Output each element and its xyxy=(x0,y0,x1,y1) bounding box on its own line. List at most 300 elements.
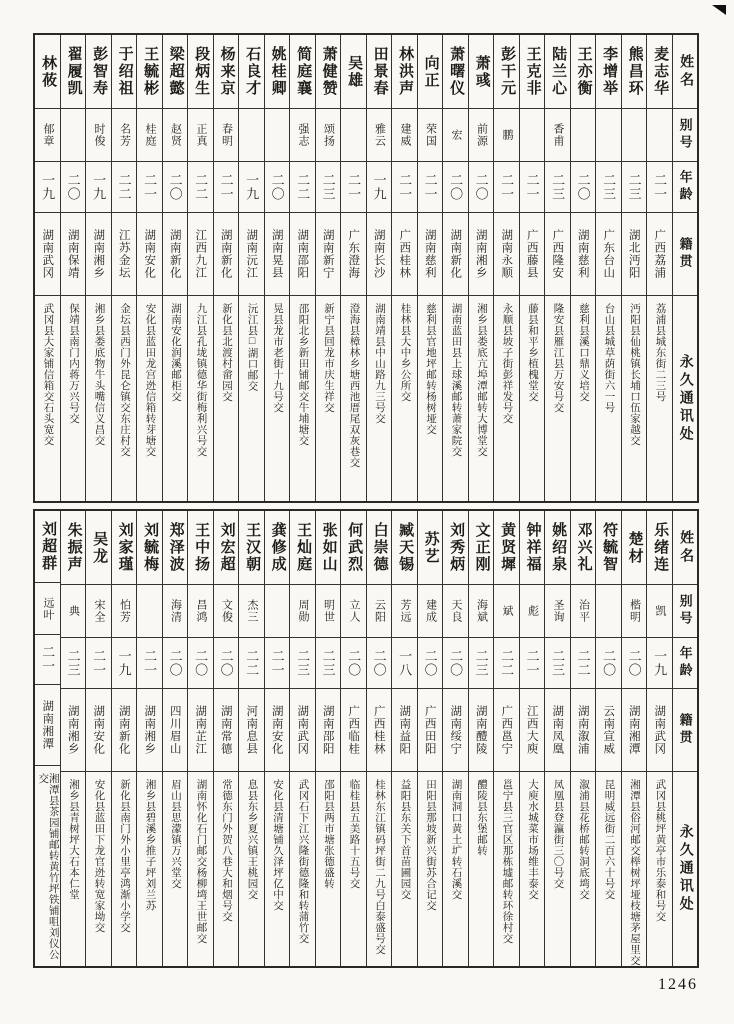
person-column xyxy=(315,35,341,501)
person-address: 慈利县溪口鼎义培交 xyxy=(578,303,589,402)
person-age: 一九 xyxy=(86,162,111,213)
person-address: 隆安县雁江县万安号交 xyxy=(552,303,564,413)
person-column xyxy=(391,511,417,966)
person-alias xyxy=(520,109,545,162)
person-column xyxy=(213,511,239,966)
person-address: 武冈县大家铺信箱交石头宽交 xyxy=(42,303,54,446)
person-column xyxy=(35,511,60,966)
person-address: 九江县孔垅镇德华街梅利兴号交 xyxy=(195,303,207,457)
person-age: 一八 xyxy=(392,638,417,689)
person-address: 荔浦县城东街二三号 xyxy=(654,303,666,402)
person-column xyxy=(85,35,111,501)
person-address: 湘乡县娄底亢埠潭邮转大博堂交 xyxy=(476,303,487,457)
person-alias: 宏 xyxy=(443,109,468,162)
person-alias: 文俊 xyxy=(214,585,239,638)
person-column xyxy=(162,35,188,501)
person-alias: 海清 xyxy=(163,585,188,638)
person-name: 于绍祖 xyxy=(112,35,137,109)
person-column xyxy=(621,511,647,966)
person-origin: 湖南新化 xyxy=(443,213,468,296)
person-age: 二一 xyxy=(341,162,366,213)
person-name: 段炳生 xyxy=(188,35,213,109)
person-alias: 雅云 xyxy=(367,109,392,162)
person-column xyxy=(213,35,239,501)
person-column xyxy=(111,35,137,501)
person-origin: 湖南凤凰 xyxy=(545,689,570,772)
person-name: 萧健赞 xyxy=(316,35,341,109)
person-origin: 湖南湘潭 xyxy=(35,685,60,766)
person-origin: 广东澄海 xyxy=(341,213,366,296)
person-address: 武冈石下江兴隆街德隆和转蒲竹交 xyxy=(297,779,309,944)
person-origin: 云南宣威 xyxy=(596,689,621,772)
person-age: 二〇 xyxy=(622,638,647,689)
header-address: 永久通讯处 xyxy=(677,353,693,444)
person-name: 钟祥福 xyxy=(520,511,545,585)
person-name: 姚绍泉 xyxy=(545,511,570,585)
header-age: 年龄 xyxy=(673,162,698,213)
person-name: 刘宏超 xyxy=(214,511,239,585)
person-address: 沅江县□湖口邮交 xyxy=(246,303,258,392)
person-name: 乐绪连 xyxy=(647,511,672,585)
person-alias: 建成 xyxy=(418,585,443,638)
person-address: 湖南怀化石门邮交杨柳塆王世邮交 xyxy=(195,779,207,944)
person-name: 彭智寿 xyxy=(86,35,111,109)
person-age: 二〇 xyxy=(188,638,213,689)
person-alias: 圣询 xyxy=(545,585,570,638)
person-address: 湘乡县娄底物牛头嘴信义昌交 xyxy=(93,303,105,446)
person-address: 桂林县大中乡公所交 xyxy=(399,303,411,402)
person-address: 新化县南门外小里亭鸿渐小学交 xyxy=(119,779,130,933)
person-name: 黄贤墀 xyxy=(494,511,519,585)
person-alias xyxy=(622,109,647,162)
person-age: 二一 xyxy=(137,638,162,689)
person-column xyxy=(340,35,366,501)
person-age: 二〇 xyxy=(418,638,443,689)
person-alias: 典 xyxy=(61,585,86,638)
person-age: 二三 xyxy=(596,162,621,213)
person-alias xyxy=(596,585,621,638)
person-address: 息县东乡夏兴镇王桃园交 xyxy=(246,779,258,900)
person-name: 熊昌环 xyxy=(622,35,647,109)
person-column xyxy=(417,511,443,966)
person-name: 刘超群 xyxy=(35,511,60,583)
person-address: 沔阳县仙桃镇长埔口伍家越交 xyxy=(629,303,640,446)
person-age: 二〇 xyxy=(443,162,468,213)
person-address: 凤凰县登瀛街三〇号交 xyxy=(552,779,564,889)
person-age: 二三 xyxy=(61,638,86,689)
person-age: 二〇 xyxy=(469,162,494,213)
person-name: 简庭襄 xyxy=(290,35,315,109)
person-origin: 湖南新化 xyxy=(163,213,188,296)
person-name: 吴龙 xyxy=(86,511,111,585)
person-alias: 时俊 xyxy=(86,109,111,162)
header-origin: 籍贯 xyxy=(673,213,698,296)
person-origin: 广西桂林 xyxy=(392,213,417,296)
person-address: 邵阳北乡新田铺邮交牛埔塘交 xyxy=(297,303,309,446)
person-alias: 前源 xyxy=(469,109,494,162)
header-alias: 别号 xyxy=(673,109,698,162)
person-alias: 治平 xyxy=(571,585,596,638)
person-address: 益阳县东关下首苗圃园交 xyxy=(399,779,411,900)
person-name: 符毓智 xyxy=(596,511,621,585)
scan-corner-artifact xyxy=(712,5,726,15)
person-origin: 湖南湘乡 xyxy=(86,213,111,296)
person-age: 二一 xyxy=(520,162,545,213)
person-address: 永顺县坡子街彭祥发号交 xyxy=(501,303,513,424)
person-origin: 湖南慈利 xyxy=(571,213,596,296)
person-age: 二一 xyxy=(494,162,519,213)
person-address: 湘潭县茶园铺邮转黄竹坪铁铺咀刘仪公交 xyxy=(37,772,59,960)
person-name: 文正刚 xyxy=(469,511,494,585)
person-name: 李增举 xyxy=(596,35,621,109)
person-column xyxy=(544,511,570,966)
person-alias: 周勋 xyxy=(290,585,315,638)
person-name: 吴雄 xyxy=(341,35,366,109)
person-alias: 芳远 xyxy=(392,585,417,638)
person-alias: 怕芳 xyxy=(112,585,137,638)
person-origin: 湖南武冈 xyxy=(647,689,672,772)
person-origin: 河南息县 xyxy=(239,689,264,772)
person-name: 臧天锡 xyxy=(392,511,417,585)
person-age: 一九 xyxy=(647,638,672,689)
person-age: 二一 xyxy=(265,638,290,689)
person-origin: 湖南湘潭 xyxy=(622,689,647,772)
person-alias xyxy=(341,109,366,162)
person-age: 二三 xyxy=(622,162,647,213)
person-alias: 正真 xyxy=(188,109,213,162)
person-address: 大庾水城菜市场维丰泰交 xyxy=(527,779,538,900)
person-age: 二一 xyxy=(86,638,111,689)
person-address: 湘潭县俗河邮交榉树坪垭枝塘茅屋里交 xyxy=(629,779,640,966)
person-origin: 广西临桂 xyxy=(341,689,366,772)
person-age: 二〇 xyxy=(443,638,468,689)
person-age: 二二 xyxy=(239,638,264,689)
person-name: 萧彧 xyxy=(469,35,494,109)
person-address: 晃县龙市老街十九号交 xyxy=(272,303,283,413)
person-alias: 宋全 xyxy=(86,585,111,638)
person-address: 湖南洞口黄土圹转石溪交 xyxy=(450,779,462,900)
person-alias xyxy=(647,109,672,162)
person-address: 桂林东江镇码坪街二九号白泰盛号交 xyxy=(374,779,385,955)
person-name: 郑泽波 xyxy=(163,511,188,585)
person-age: 二一 xyxy=(520,638,545,689)
person-address: 安化县蓝田龙宫迯信箱转芽塘交 xyxy=(144,303,156,457)
person-age: 二〇 xyxy=(265,162,290,213)
person-origin: 湖南湘乡 xyxy=(469,213,494,296)
person-origin: 湖南邵阳 xyxy=(316,689,341,772)
person-column xyxy=(340,511,366,966)
header-name: 姓名 xyxy=(673,511,698,585)
person-column xyxy=(468,511,494,966)
person-name: 王亦衡 xyxy=(571,35,596,109)
person-column xyxy=(85,511,111,966)
person-column xyxy=(238,35,264,501)
person-column xyxy=(570,35,596,501)
person-age: 二〇 xyxy=(596,638,621,689)
person-origin: 湖南永顺 xyxy=(494,213,519,296)
person-alias xyxy=(571,109,596,162)
person-origin: 湖南保靖 xyxy=(61,213,86,296)
person-alias: 斌 xyxy=(494,585,519,638)
person-column xyxy=(391,35,417,501)
person-origin: 广西荔浦 xyxy=(647,213,672,296)
person-name: 苏艺 xyxy=(418,511,443,585)
person-age: 二〇 xyxy=(571,162,596,213)
person-alias xyxy=(596,109,621,162)
person-address: 湖南安化润溪邮柜交 xyxy=(170,303,181,402)
header-address: 永久通讯处 xyxy=(677,824,693,914)
header-alias: 别号 xyxy=(673,585,698,638)
person-column xyxy=(187,35,213,501)
person-column xyxy=(264,35,290,501)
person-column xyxy=(417,35,443,501)
person-name: 王汉朝 xyxy=(239,511,264,585)
person-address: 邕宁县三官区那栋墟邮转环徐村交 xyxy=(501,779,513,944)
person-age: 一九 xyxy=(35,162,60,213)
person-origin: 广西桂林 xyxy=(367,689,392,772)
person-name: 石良才 xyxy=(239,35,264,109)
person-column xyxy=(238,511,264,966)
person-age: 一九 xyxy=(112,638,137,689)
person-name: 王中扬 xyxy=(188,511,213,585)
person-address: 新宁县回龙市庆生祥交 xyxy=(323,303,334,413)
person-address: 眉山县思濛镇万兴堂交 xyxy=(170,779,181,889)
person-origin: 广东台山 xyxy=(596,213,621,296)
person-alias: 立人 xyxy=(341,585,366,638)
person-age: 二一 xyxy=(214,162,239,213)
person-name: 刘毓梅 xyxy=(137,511,162,585)
person-age: 二〇 xyxy=(341,638,366,689)
person-origin: 湖南芷江 xyxy=(188,689,213,772)
person-alias: 桂庭 xyxy=(137,109,162,162)
person-origin: 湖南益阳 xyxy=(392,689,417,772)
person-name: 王毓彬 xyxy=(137,35,162,109)
person-origin: 湖南常德 xyxy=(214,689,239,772)
table-header-column xyxy=(672,35,698,501)
person-origin: 湖南邵阳 xyxy=(290,213,315,296)
person-column xyxy=(493,35,519,501)
person-column xyxy=(595,35,621,501)
person-name: 王灿庭 xyxy=(290,511,315,585)
person-name: 王克非 xyxy=(520,35,545,109)
person-address: 金坛县西门外昆仑镇交东庄村交 xyxy=(119,303,130,457)
person-address: 澄海县樟林乡塘西池厝尾双灰巷交 xyxy=(348,303,360,468)
person-column xyxy=(468,35,494,501)
person-column xyxy=(187,511,213,966)
person-origin: 湖北沔阳 xyxy=(622,213,647,296)
person-origin: 湖南新化 xyxy=(112,689,137,772)
table-header-column xyxy=(672,511,698,966)
person-column xyxy=(442,35,468,501)
person-address: 临桂县五美路十五号交 xyxy=(348,779,360,889)
person-address: 保靖县南门内蒋万兴号交 xyxy=(68,303,79,424)
person-alias: 建威 xyxy=(392,109,417,162)
person-name: 刘秀炳 xyxy=(443,511,468,585)
person-address: 常德东门外贺八巷大和烟号交 xyxy=(221,779,232,922)
person-column xyxy=(289,35,315,501)
person-age: 二二 xyxy=(494,638,519,689)
person-column xyxy=(570,511,596,966)
person-alias: 荣国 xyxy=(418,109,443,162)
person-origin: 湖南武冈 xyxy=(35,213,60,296)
person-alias: 天良 xyxy=(443,585,468,638)
person-age: 二二 xyxy=(112,162,137,213)
person-name: 朱振声 xyxy=(61,511,86,585)
person-column xyxy=(646,35,672,501)
person-age: 二〇 xyxy=(163,162,188,213)
person-column xyxy=(136,35,162,501)
person-address: 湘乡县碧溪乡推子坪刘兰苏 xyxy=(144,779,156,911)
person-origin: 湖南醴陵 xyxy=(469,689,494,772)
person-column xyxy=(646,511,672,966)
person-alias: 强志 xyxy=(290,109,315,162)
person-column xyxy=(60,35,86,501)
person-address: 武冈县桃坪黄亭市乐泰和号交 xyxy=(654,779,666,922)
person-age: 二〇 xyxy=(367,638,392,689)
person-column xyxy=(519,511,545,966)
person-origin: 湖南绥宁 xyxy=(443,689,468,772)
person-age: 二二 xyxy=(290,162,315,213)
person-origin: 湖南新化 xyxy=(214,213,239,296)
person-age: 一九 xyxy=(367,162,392,213)
person-name: 姚桂卿 xyxy=(265,35,290,109)
person-age: 二一 xyxy=(647,162,672,213)
person-alias: 海斌 xyxy=(469,585,494,638)
person-age: 二一 xyxy=(137,162,162,213)
person-age: 二三 xyxy=(290,638,315,689)
person-age: 一九 xyxy=(239,162,264,213)
person-origin: 广西隆安 xyxy=(545,213,570,296)
person-name: 邓兴礼 xyxy=(571,511,596,585)
person-name: 陆兰心 xyxy=(545,35,570,109)
person-address: 邵阳县两市塘张德盛转 xyxy=(323,779,334,889)
person-origin: 湖南安化 xyxy=(137,213,162,296)
person-alias: 鹏 xyxy=(494,109,519,162)
person-name: 刘家瑾 xyxy=(112,511,137,585)
person-origin: 湖南湘乡 xyxy=(137,689,162,772)
person-alias: 颂扬 xyxy=(316,109,341,162)
person-address: 醴陵县东堡邮转 xyxy=(476,779,487,856)
person-age: 二三 xyxy=(545,638,570,689)
person-alias: 云阳 xyxy=(367,585,392,638)
person-alias: 楷明 xyxy=(622,585,647,638)
person-origin: 广西邕宁 xyxy=(494,689,519,772)
person-origin: 四川眉山 xyxy=(163,689,188,772)
person-column xyxy=(366,511,392,966)
person-alias: 昌鸿 xyxy=(188,585,213,638)
page-number: 1246 xyxy=(658,976,698,993)
person-name: 林洪声 xyxy=(392,35,417,109)
person-name: 萧曙仪 xyxy=(443,35,468,109)
person-address: 安化县蓝田下龙官迯转宽家坳交 xyxy=(93,779,105,933)
person-column xyxy=(493,511,519,966)
person-age: 二三 xyxy=(545,162,570,213)
person-alias: 香甫 xyxy=(545,109,570,162)
directory-table-bottom xyxy=(33,509,699,968)
person-origin: 湖南慈利 xyxy=(418,213,443,296)
person-alias: 名芳 xyxy=(112,109,137,162)
person-age: 二一 xyxy=(418,162,443,213)
person-age: 二二 xyxy=(571,638,596,689)
person-address: 田阳县那坡新兴街苏合记交 xyxy=(425,779,436,911)
person-column xyxy=(264,511,290,966)
person-origin: 湖南湘乡 xyxy=(61,689,86,772)
person-address: 溆浦县花桥邮转洞底塆交 xyxy=(578,779,589,900)
person-column xyxy=(595,511,621,966)
person-name: 楚材 xyxy=(622,511,647,585)
person-alias: 凯 xyxy=(647,585,672,638)
person-name: 彭干元 xyxy=(494,35,519,109)
person-column xyxy=(136,511,162,966)
person-origin: 江西九江 xyxy=(188,213,213,296)
person-origin: 湖南沅江 xyxy=(239,213,264,296)
person-alias: 杰三 xyxy=(239,585,264,638)
person-age: 二二 xyxy=(188,162,213,213)
person-address: 慈利县官地坪邮转杨树垭交 xyxy=(425,303,436,435)
person-origin: 湖南长沙 xyxy=(367,213,392,296)
person-age: 二三 xyxy=(316,162,341,213)
person-name: 向正 xyxy=(418,35,443,109)
person-address: 台山县城草荫街六一号 xyxy=(603,303,615,413)
person-column xyxy=(621,35,647,501)
header-origin: 籍贯 xyxy=(673,689,698,772)
person-age: 二〇 xyxy=(61,162,86,213)
person-alias: 春明 xyxy=(214,109,239,162)
person-origin: 江西大庾 xyxy=(520,689,545,772)
person-address: 湖南靖县中山路九三号交 xyxy=(374,303,385,424)
person-column xyxy=(519,35,545,501)
person-name: 龚修成 xyxy=(265,511,290,585)
person-address: 新化县北渡村畲园交 xyxy=(221,303,232,402)
person-origin: 湖南新宁 xyxy=(316,213,341,296)
person-alias: 郁章 xyxy=(35,109,60,162)
person-alias: 彪 xyxy=(520,585,545,638)
person-name: 何武烈 xyxy=(341,511,366,585)
person-origin: 湖南武冈 xyxy=(290,689,315,772)
directory-table-top xyxy=(33,33,699,503)
person-age: 二三 xyxy=(316,638,341,689)
person-origin: 湖南晃县 xyxy=(265,213,290,296)
header-name: 姓名 xyxy=(673,35,698,109)
person-name: 梁超懿 xyxy=(163,35,188,109)
person-age: 二三 xyxy=(469,638,494,689)
person-name: 杨来京 xyxy=(214,35,239,109)
person-origin: 湖南安化 xyxy=(265,689,290,772)
person-address: 湖南蓝田县上球溪邮转萧家院交 xyxy=(450,303,462,457)
person-alias xyxy=(137,585,162,638)
person-column xyxy=(315,511,341,966)
person-alias: 远叶 xyxy=(35,583,60,635)
person-name: 麦志华 xyxy=(647,35,672,109)
person-alias xyxy=(61,109,86,162)
person-age: 二〇 xyxy=(163,638,188,689)
person-column xyxy=(366,35,392,501)
person-column xyxy=(35,35,60,501)
person-address: 安化县清塘铺久泽坪亿中交 xyxy=(272,779,283,911)
person-column xyxy=(162,511,188,966)
person-origin: 湖南溆浦 xyxy=(571,689,596,772)
person-name: 翟履凯 xyxy=(61,35,86,109)
person-alias xyxy=(239,109,264,162)
person-address: 昆明威远街二百六十号交 xyxy=(603,779,615,900)
person-address: 湘乡县青树坪大石本仁堂 xyxy=(68,779,79,900)
person-name: 白崇德 xyxy=(367,511,392,585)
person-column xyxy=(60,511,86,966)
person-origin: 湖南安化 xyxy=(86,689,111,772)
person-name: 林莜 xyxy=(35,35,60,109)
person-origin: 广西藤县 xyxy=(520,213,545,296)
person-alias xyxy=(265,585,290,638)
